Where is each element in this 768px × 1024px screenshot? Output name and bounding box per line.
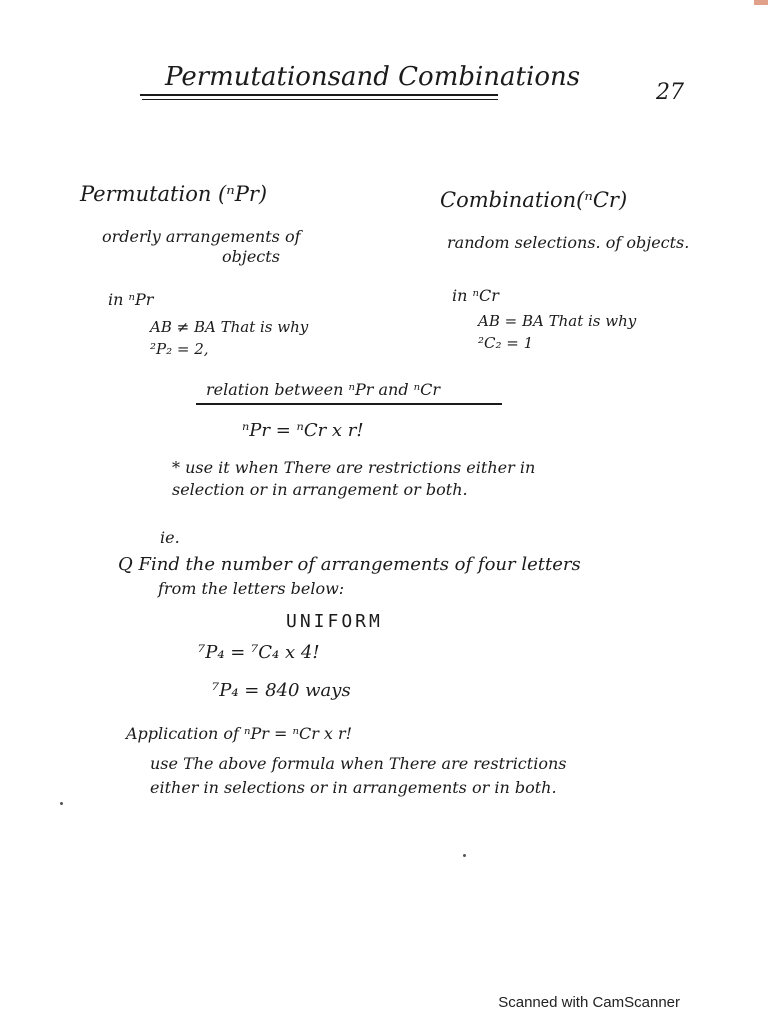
question-line1: Q Find the number of arrangements of four letters	[118, 554, 581, 575]
application-heading: Application of ⁿPr = ⁿCr x r!	[126, 724, 353, 743]
example-word: UNIFORM	[286, 611, 383, 632]
page-title: Permutationsand Combinations	[165, 62, 581, 92]
relation-note-line1: * use it when There are restrictions either in	[172, 458, 536, 477]
permutation-definition-line2: objects	[222, 247, 280, 266]
example-step2: ⁷P₄ = 840 ways	[212, 680, 351, 701]
combination-definition: random selections. of objects.	[447, 233, 690, 252]
relation-formula: ⁿPr = ⁿCr x r!	[242, 420, 364, 441]
permutation-example-line2: ²P₂ = 2,	[150, 340, 209, 358]
combination-heading: Combination(ⁿCr)	[440, 188, 628, 212]
permutation-heading: Permutation (ⁿPr)	[80, 182, 268, 206]
page-number: 27	[656, 80, 684, 105]
permutation-definition-line1: orderly arrangements of	[102, 227, 301, 246]
permutation-example-line1: AB ≠ BA That is why	[150, 318, 309, 336]
combination-in-label: in ⁿCr	[452, 286, 499, 305]
example-step1: ⁷P₄ = ⁷C₄ x 4!	[198, 642, 320, 663]
scan-speck	[463, 854, 466, 857]
ie-label: ie.	[160, 528, 180, 547]
question-line2: from the letters below:	[158, 579, 345, 598]
scanner-watermark: Scanned with CamScanner	[498, 994, 680, 1011]
combination-example-line2: ²C₂ = 1	[478, 334, 534, 352]
combination-example-line1: AB = BA That is why	[478, 312, 637, 330]
scan-speck	[60, 802, 63, 805]
corner-mark	[754, 0, 768, 5]
title-underline-second	[142, 99, 498, 100]
relation-underline	[196, 403, 502, 405]
application-line2: either in selections or in arrangements or in both.	[150, 778, 557, 797]
relation-heading: relation between ⁿPr and ⁿCr	[206, 380, 441, 399]
relation-note-line2: selection or in arrangement or both.	[172, 480, 468, 499]
title-underline	[140, 94, 498, 96]
permutation-in-label: in ⁿPr	[108, 290, 154, 309]
application-line1: use The above formula when There are restrictions	[150, 754, 567, 773]
